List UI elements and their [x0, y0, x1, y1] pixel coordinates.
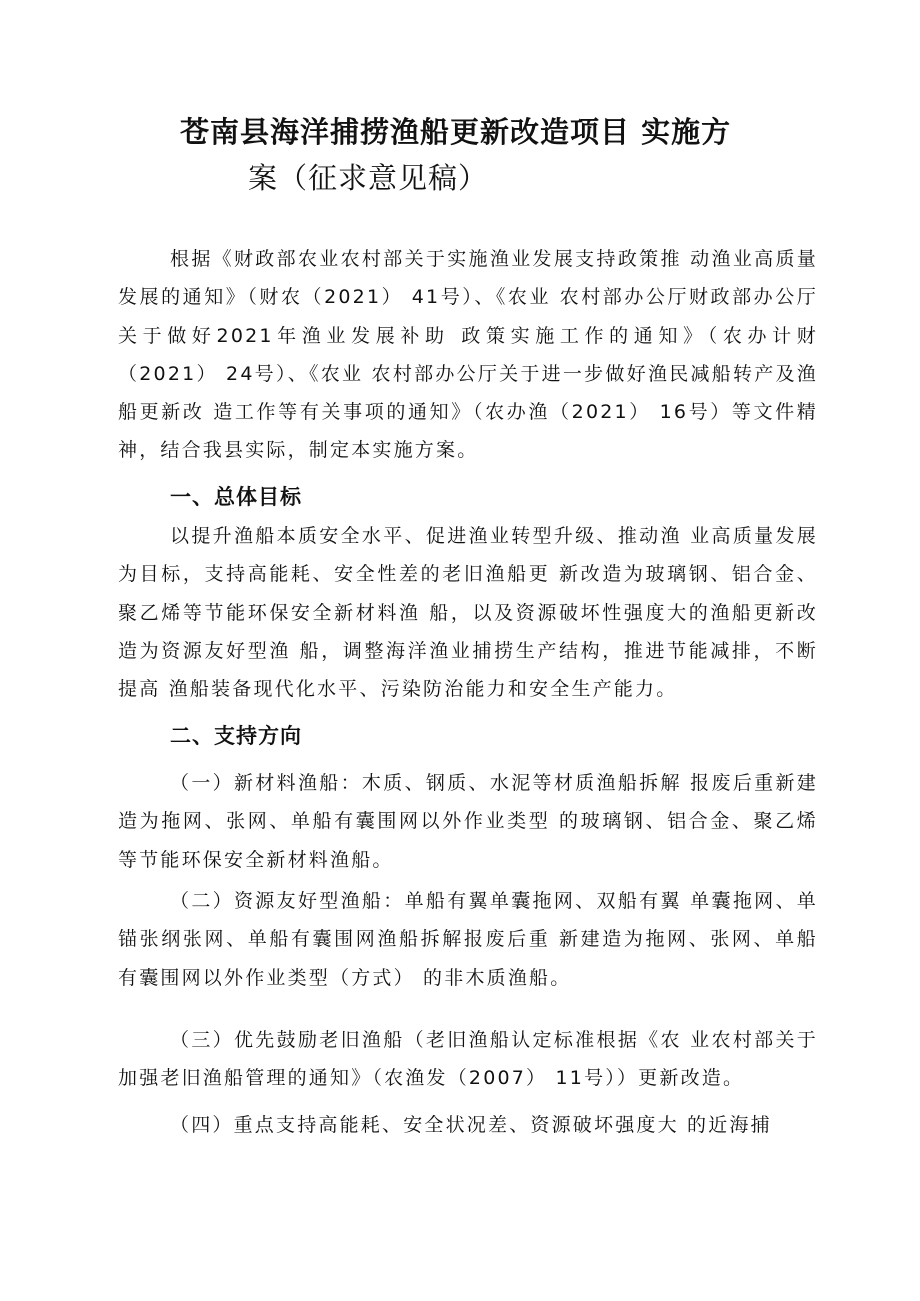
section-heading-direction: 二、支持方向 — [170, 724, 302, 748]
direction-item-3: （三）优先鼓励老旧渔船（老旧渔船认定标准根据《农 业农村部关于加强老旧渔船管理的通知》（农渔发（2007） 11号））更新改造。 — [118, 1029, 818, 1090]
intro-paragraph: 根据《财政部农业农村部关于实施渔业发展支持政策推 动渔业高质量发展的通知》（财农（2021） 41号）、《农业 农村部办公厅财政部办公厅关于做好2021年渔业发展补助 政策实施工作的通知》（农办计财（2021） 24号）、《农业 农村部办公厅关于进一步做好渔民减船转产及渔船更新改 造工作等有关事项的通知》（农办渔（2021） 16号）等文件精神，结合我县实际，制定本实施方案。 — [118, 248, 818, 462]
section-heading-goals: 一、总体目标 — [170, 485, 302, 509]
direction-item-1: （一）新材料渔船：木质、钢质、水泥等材质渔船拆解 报废后重新建造为拖网、张网、单船有囊围网以外作业类型 的玻璃钢、铝合金、聚乙烯等节能环保安全新材料渔船。 — [118, 772, 818, 871]
page-title-continuation: 案（征求意见稿） — [248, 161, 489, 195]
page-title: 苍南县海洋捕捞渔船更新改造项目 实施方 — [180, 115, 732, 149]
direction-item-2: （二）资源友好型渔船：单船有翼单囊拖网、双船有翼 单囊拖网、单锚张纲张网、单船有囊围网渔船拆解报废后重 新建造为拖网、张网、单船有囊围网以外作业类型（方式） 的非木质渔船。 — [118, 890, 818, 989]
goals-paragraph: 以提升渔船本质安全水平、促进渔业转型升级、推动渔 业高质量发展为目标，支持高能耗、安全性差的老旧渔船更 新改造为玻璃钢、铝合金、聚乙烯等节能环保安全新材料渔 船，以及资源破坏性强度大的渔船更新改造为资源友好型渔 船，调整海洋渔业捕捞生产结构，推进节能减排，不断提高 渔船装备现代化水平、污染防治能力和安全生产能力。 — [118, 525, 818, 701]
direction-item-4: （四）重点支持高能耗、安全状况差、资源破坏强度大 的近海捕 — [170, 1114, 772, 1136]
